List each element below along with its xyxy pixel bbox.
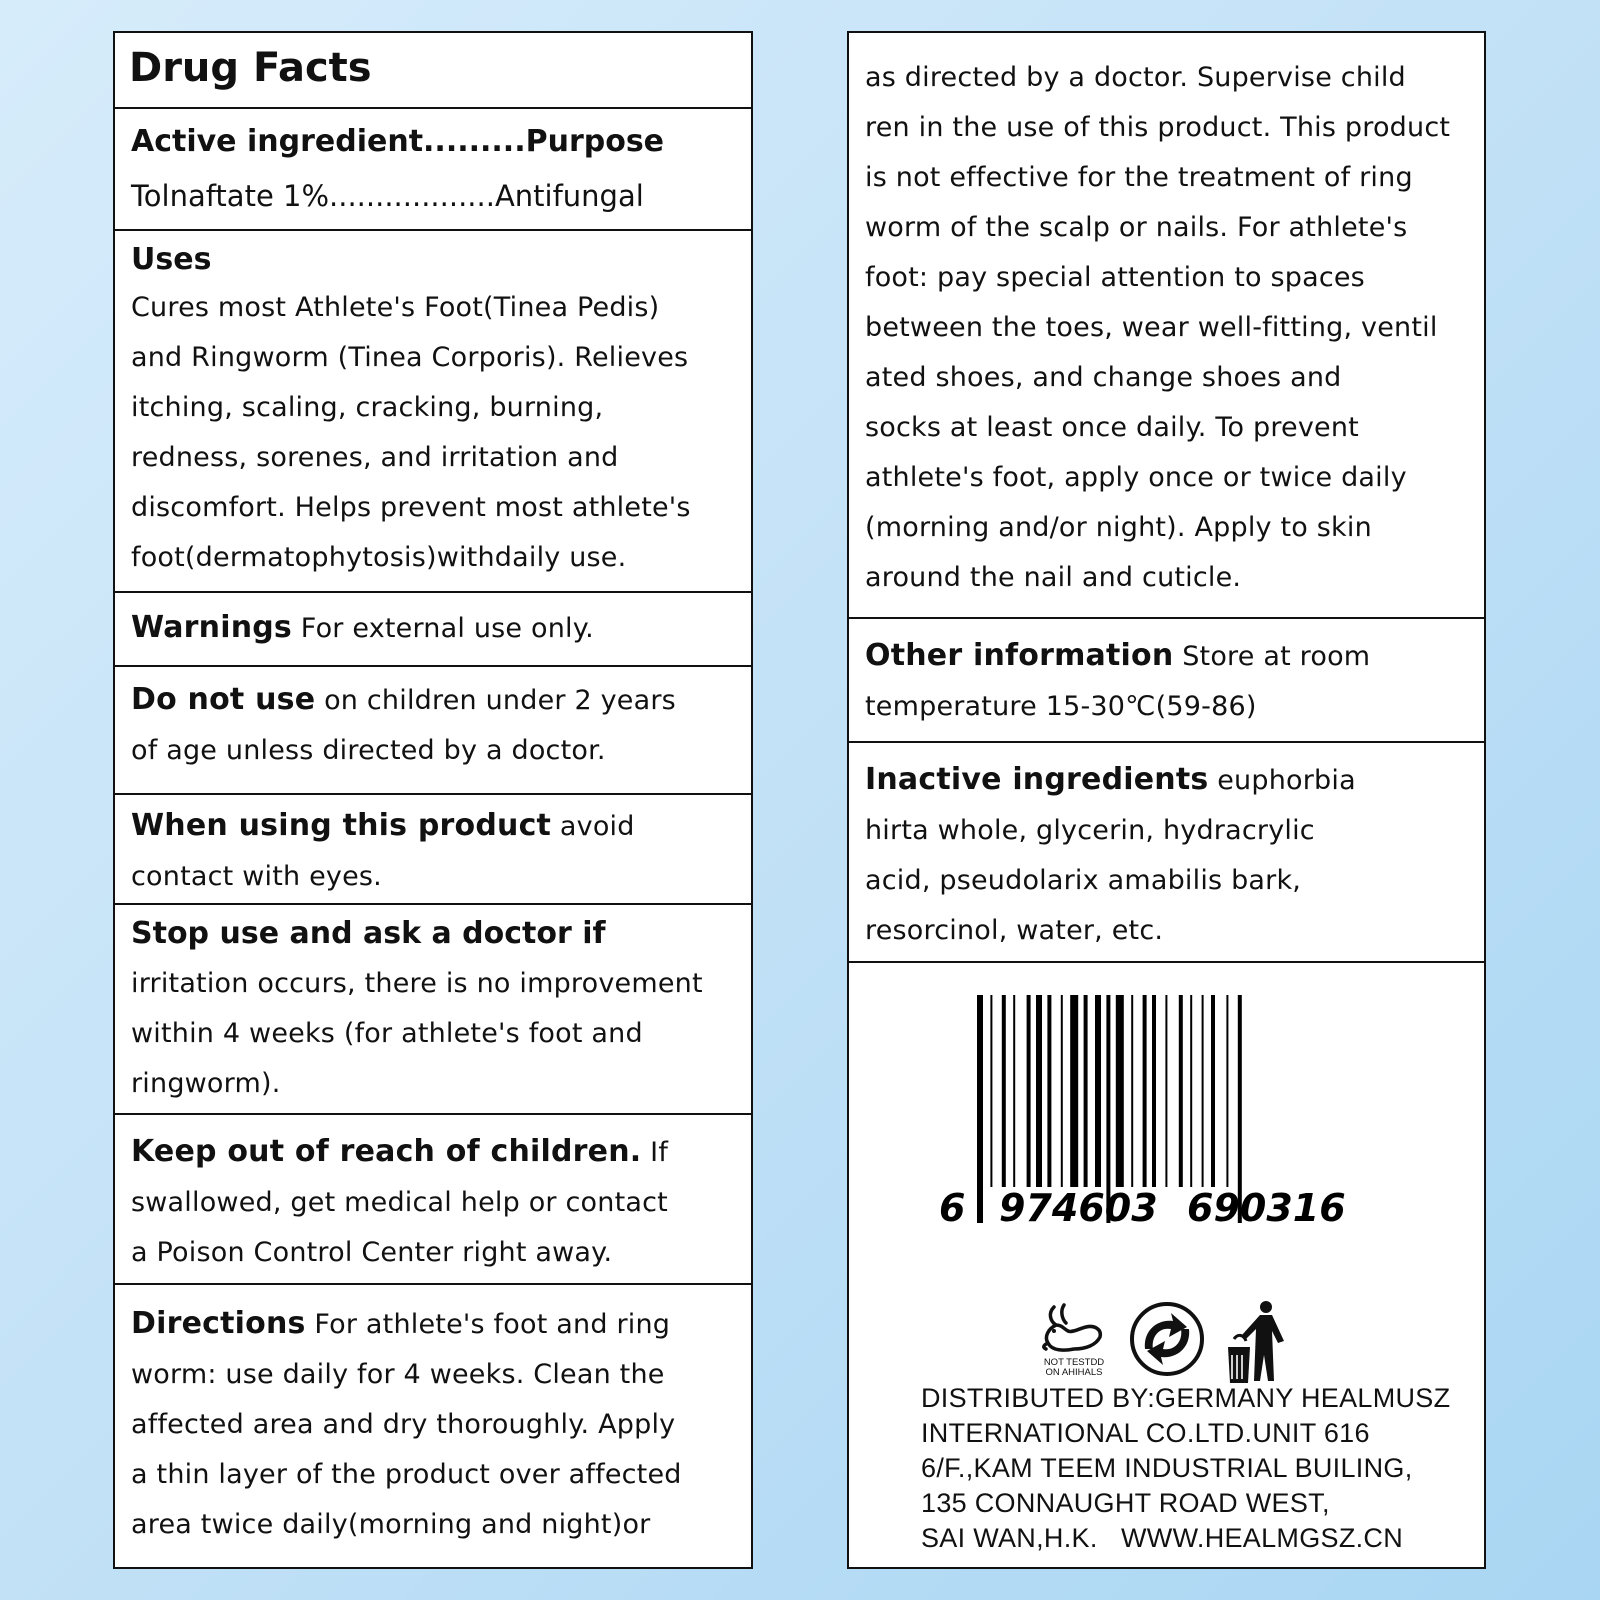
directions-continued-line: around the nail and cuticle.	[865, 562, 1242, 593]
uses-line: redness, sorenes, and irritation and	[131, 442, 619, 473]
barcode-bar	[1202, 995, 1204, 1187]
barcode	[929, 981, 1389, 1241]
barcode-bar	[1190, 995, 1192, 1187]
warnings-heading: Warnings	[131, 610, 292, 645]
barcode-bar	[1143, 995, 1147, 1187]
not-tested-on-animals-icon	[1034, 1299, 1114, 1379]
directions-line: area twice daily(morning and night)or	[131, 1509, 651, 1540]
rabbit-caption: ON AHIHALS	[1045, 1367, 1103, 1378]
warnings-text: For external use only.	[300, 613, 594, 644]
directions-heading: Directions	[131, 1306, 306, 1341]
drug-facts-right-panel	[847, 31, 1486, 1569]
inactive-ingredients-text: euphorbia	[1217, 765, 1356, 796]
inactive-ingredients-line: resorcinol, water, etc.	[865, 915, 1164, 946]
barcode-bar	[1061, 995, 1063, 1187]
barcode-digits-right: 690316	[1187, 1186, 1346, 1230]
inactive-ingredients-heading: Inactive ingredients	[865, 762, 1209, 797]
barcode-bar	[1027, 995, 1031, 1187]
barcode-bar	[1084, 995, 1088, 1187]
barcode-bar	[1002, 995, 1006, 1187]
other-information-text: temperature 15-30℃(59-86)	[865, 691, 1257, 722]
barcode-bar	[990, 995, 992, 1187]
directions-continued-line: as directed by a doctor. Supervise child	[865, 62, 1406, 93]
barcode-section	[849, 963, 1484, 1569]
keep-out-text: a Poison Control Center right away.	[131, 1237, 613, 1268]
barcode-bar	[1211, 995, 1215, 1187]
other-information-text: Store at room	[1182, 641, 1371, 672]
drug-facts-left-panel	[113, 31, 753, 1569]
barcode-bar	[1226, 995, 1228, 1187]
directions-continued-line: (morning and/or night). Apply to skin	[865, 512, 1372, 543]
recycle-icon	[1129, 1301, 1205, 1377]
stop-use-line: within 4 weeks (for athlete's foot and	[131, 1018, 643, 1049]
do-not-use-section	[115, 667, 751, 795]
directions-continued-line: worm of the scalp or nails. For athlete's	[865, 212, 1408, 243]
directions-continued-line: socks at least once daily. To prevent	[865, 412, 1359, 443]
keep-out-section	[115, 1115, 751, 1285]
drug-facts-header	[115, 33, 751, 109]
keep-out-heading: Keep out of reach of children.	[131, 1134, 642, 1169]
stop-use-section	[115, 905, 751, 1115]
uses-heading: Uses	[131, 242, 212, 277]
barcode-bar	[1116, 995, 1124, 1187]
stop-use-line: ringworm).	[131, 1068, 281, 1099]
barcode-bar	[1095, 995, 1101, 1187]
directions-continued-line: athlete's foot, apply once or twice daily	[865, 462, 1407, 493]
when-using-section	[115, 795, 751, 905]
distributor-block	[921, 1381, 1450, 1556]
directions-continued-line: between the toes, wear well-fitting, ventil	[865, 312, 1438, 343]
uses-line: and Ringworm (Tinea Corporis). Relieves	[131, 342, 689, 373]
barcode-digit-first: 6	[939, 1186, 966, 1230]
barcode-bar	[1013, 995, 1015, 1187]
distributor-line: INTERNATIONAL CO.LTD.UNIT 616	[921, 1418, 1370, 1448]
distributor-line: DISTRIBUTED BY:GERMANY HEALMUSZ	[921, 1383, 1451, 1413]
barcode-bar	[1047, 995, 1051, 1187]
stop-use-line: irritation occurs, there is no improvement	[131, 968, 703, 999]
uses-line: itching, scaling, cracking, burning,	[131, 392, 604, 423]
other-information-heading: Other information	[865, 638, 1174, 673]
uses-line: Cures most Athlete's Foot(Tinea Pedis)	[131, 292, 660, 323]
directions-continued-section	[849, 33, 1484, 619]
distributor-line: SAI WAN,H.K. WWW.HEALMGSZ.CN	[921, 1523, 1404, 1553]
when-using-heading: When using this product	[131, 808, 552, 843]
dispose-properly-icon	[1224, 1299, 1300, 1383]
barcode-bar	[1070, 995, 1078, 1187]
active-ingredient-section	[115, 109, 751, 231]
barcode-bar	[1165, 995, 1167, 1187]
active-ingredient-line: Tolnaftate 1%..................Antifungal	[131, 179, 644, 213]
uses-section	[115, 231, 751, 593]
barcode-bar	[1131, 995, 1133, 1187]
do-not-use-heading: Do not use	[131, 682, 316, 717]
keep-out-text: If	[650, 1137, 669, 1168]
rabbit-caption: NOT TESTDD	[1043, 1357, 1105, 1368]
distributor-line: 6/F.,KAM TEEM INDUSTRIAL BUILING,	[921, 1453, 1413, 1483]
inactive-ingredients-line: acid, pseudolarix amabilis bark,	[865, 865, 1302, 896]
do-not-use-text: on children under 2 years	[324, 685, 676, 716]
distributor-line: 135 CONNAUGHT ROAD WEST,	[921, 1488, 1330, 1518]
inactive-ingredients-section	[849, 743, 1484, 963]
uses-line: foot(dermatophytosis)withdaily use.	[131, 542, 627, 573]
directions-continued-line: foot: pay special attention to spaces	[865, 262, 1365, 293]
directions-continued-line: ren in the use of this product. This product	[865, 112, 1451, 143]
directions-continued-line: is not effective for the treatment of ring	[865, 162, 1413, 193]
directions-continued-line: ated shoes, and change shoes and	[865, 362, 1342, 393]
barcode-digits-left: 974603	[999, 1186, 1158, 1230]
barcode-bar	[1036, 995, 1042, 1187]
uses-line: discomfort. Helps prevent most athlete's	[131, 492, 691, 523]
drug-facts-title: Drug Facts	[129, 45, 372, 91]
other-information-section	[849, 619, 1484, 743]
stop-use-heading: Stop use and ask a doctor if	[131, 916, 606, 951]
when-using-text: contact with eyes.	[131, 861, 382, 892]
directions-line: a thin layer of the product over affected	[131, 1459, 682, 1490]
barcode-bar	[1152, 995, 1156, 1187]
directions-line: worm: use daily for 4 weeks. Clean the	[131, 1359, 665, 1390]
active-ingredient-heading: Active ingredient.........Purpose	[131, 124, 665, 159]
directions-line: affected area and dry thoroughly. Apply	[131, 1409, 676, 1440]
barcode-bar	[1179, 995, 1183, 1187]
inactive-ingredients-line: hirta whole, glycerin, hydracrylic	[865, 815, 1315, 846]
barcode-bar	[977, 995, 983, 1223]
warnings-section	[115, 593, 751, 667]
directions-text: For athlete's foot and ring	[314, 1309, 671, 1340]
when-using-text: avoid	[559, 811, 635, 842]
directions-section	[115, 1285, 751, 1569]
keep-out-text: swallowed, get medical help or contact	[131, 1187, 668, 1218]
do-not-use-text: of age unless directed by a doctor.	[131, 735, 606, 766]
